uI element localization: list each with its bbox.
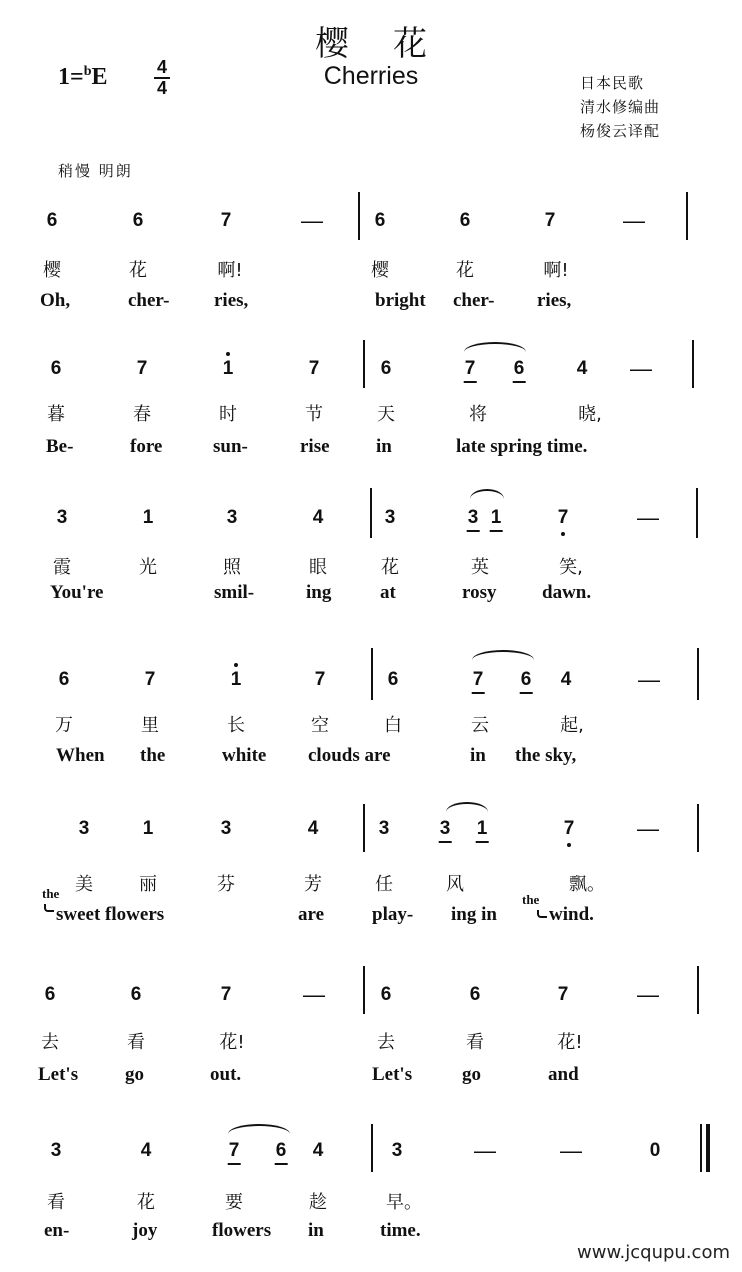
lyric-english: in [376, 436, 392, 457]
bar-line [697, 804, 699, 852]
note: 3 [384, 507, 396, 528]
bar-line [697, 966, 699, 1014]
sustain-dash: — [301, 208, 323, 233]
sustain-dash: — [560, 1138, 582, 1163]
lyric-chinese: 芬 [217, 874, 235, 895]
lyric-english: cher- [453, 290, 495, 311]
lyric-chinese: 眼 [309, 557, 327, 578]
lyric-chinese: 去 [377, 1032, 395, 1053]
note: 6 [469, 984, 481, 1005]
lyric-english: ries, [214, 290, 249, 311]
bar-line [358, 192, 360, 240]
bar-line [686, 192, 688, 240]
tempo-marking: 稍慢 明朗 [58, 162, 133, 180]
lyric-chinese: 里 [141, 715, 159, 736]
credit-arranger: 清水修编曲 [580, 98, 661, 116]
key-prefix: 1= [58, 64, 84, 90]
lyric-english: ing in [451, 904, 497, 925]
lyric-english: Let's [372, 1064, 413, 1085]
note: 1 [476, 818, 489, 843]
lyric-chinese: 樱 [43, 260, 61, 281]
lyric-english: in [470, 745, 486, 766]
lyric-chinese: 芳 [304, 874, 322, 895]
song-title-english: Cherries [323, 62, 419, 90]
sustain-dash: — [638, 667, 660, 692]
note: 3 [226, 507, 238, 528]
lyric-english: flowers [212, 1220, 272, 1241]
time-signature-bottom: 4 [156, 78, 167, 98]
lyric-chinese: 节 [305, 404, 323, 425]
bar-line [371, 1124, 373, 1172]
bar-line [697, 648, 699, 700]
note: 7 [314, 669, 326, 690]
lyric-chinese: 万 [55, 715, 73, 736]
note: 6 [58, 669, 70, 690]
lyric-english: the sky, [515, 745, 577, 766]
note: 1 [142, 818, 154, 839]
note: 6 [387, 669, 399, 690]
lyric-chinese: 风 [446, 874, 464, 895]
lyric-chinese: 花! [219, 1032, 245, 1053]
note: 3 [220, 818, 232, 839]
note: 3 [467, 507, 480, 532]
note: 7 [220, 210, 232, 231]
lyric-chinese: 霞 [53, 557, 71, 578]
note: 1 [490, 507, 503, 532]
sustain-dash: — [630, 356, 652, 381]
lyric-english: Oh, [40, 290, 71, 311]
octave-dot-below [561, 532, 565, 536]
note: 6 [520, 669, 533, 694]
lyric-english: joy [132, 1220, 158, 1241]
lyric-english: time. [380, 1220, 421, 1241]
lyric-insert-mark [44, 904, 54, 912]
note: 7 [557, 507, 569, 528]
bar-line [363, 966, 365, 1014]
sustain-dash: — [637, 505, 659, 530]
lyric-english: go [125, 1064, 144, 1085]
lyric-chinese: 趁 [309, 1192, 327, 1213]
sustain-dash: — [474, 1138, 496, 1163]
credit-origin: 日本民歌 [580, 74, 645, 92]
note: 6 [374, 210, 386, 231]
lyric-english: dawn. [542, 582, 592, 603]
lyric-english: ries, [537, 290, 572, 311]
lyric-chinese: 花 [137, 1192, 155, 1213]
lyric-english: You're [50, 582, 104, 603]
lyric-english: wind. [549, 904, 594, 925]
lyric-english: ing [306, 582, 332, 603]
note: 7 [557, 984, 569, 1005]
lyric-chinese: 看 [47, 1192, 65, 1213]
bar-line [692, 340, 694, 388]
lyric-english: rosy [462, 582, 497, 603]
lyric-english: are [298, 904, 325, 925]
lyric-chinese: 笑, [559, 557, 583, 578]
sustain-dash: — [303, 982, 325, 1007]
bar-line [363, 804, 365, 852]
lyric-chinese: 将 [469, 404, 487, 425]
lyric-english: clouds are [308, 745, 391, 766]
note: 3 [56, 507, 68, 528]
note: 6 [459, 210, 471, 231]
credit-translator: 杨俊云译配 [580, 122, 661, 140]
lyric-english: white [222, 745, 267, 766]
note: 3 [439, 818, 452, 843]
lyric-chinese: 花 [381, 557, 399, 578]
note: 1 [230, 669, 242, 690]
note: 4 [312, 1140, 324, 1161]
note: 7 [136, 358, 148, 379]
lyric-english: sweet flowers [56, 904, 165, 925]
lyric-chinese: 晓, [578, 404, 602, 425]
note: 3 [378, 818, 390, 839]
lyric-chinese: 长 [227, 715, 245, 736]
lyric-english: cher- [128, 290, 170, 311]
lyric-chinese: 光 [139, 557, 157, 578]
lyric-english: in [308, 1220, 324, 1241]
lyric-english: go [462, 1064, 481, 1085]
octave-dot-below [567, 843, 571, 847]
lyric-english: fore [130, 436, 163, 457]
lyric-insert-mark [537, 910, 547, 918]
note: 6 [275, 1140, 288, 1165]
lyric-small-word: the [522, 892, 540, 907]
slur [472, 650, 534, 660]
bar-line [700, 1124, 702, 1172]
lyric-english: Let's [38, 1064, 79, 1085]
lyric-chinese: 天 [377, 404, 395, 425]
final-bar-line [706, 1124, 710, 1172]
note: 6 [513, 358, 526, 383]
sustain-dash: — [623, 208, 645, 233]
note: 4 [576, 358, 588, 379]
lyric-english: bright [375, 290, 426, 311]
note: 6 [380, 358, 392, 379]
note: 3 [50, 1140, 62, 1161]
lyric-chinese: 飘。 [569, 874, 605, 895]
lyric-chinese: 空 [311, 715, 329, 736]
note: 7 [228, 1140, 241, 1165]
note: 4 [312, 507, 324, 528]
note: 6 [46, 210, 58, 231]
lyric-english: play- [372, 904, 414, 925]
lyric-english: and [548, 1064, 579, 1085]
slur [228, 1124, 290, 1134]
lyric-chinese: 看 [127, 1032, 145, 1053]
note: 4 [307, 818, 319, 839]
time-signature-top: 4 [156, 57, 167, 77]
note: 7 [144, 669, 156, 690]
lyric-english: smil- [214, 582, 255, 603]
lyric-chinese: 美 [75, 874, 93, 895]
lyric-english: late spring time. [456, 436, 588, 457]
lyric-chinese: 春 [133, 404, 151, 425]
bar-line [696, 488, 698, 538]
lyric-english: Be- [46, 436, 74, 457]
note: 6 [50, 358, 62, 379]
song-title-chinese: 樱花 [315, 24, 471, 64]
lyric-chinese: 时 [219, 404, 237, 425]
lyric-english: the [140, 745, 166, 766]
lyric-chinese: 早。 [386, 1192, 422, 1213]
lyric-chinese: 啊! [543, 260, 569, 281]
lyric-chinese: 啊! [217, 260, 243, 281]
note: 1 [142, 507, 154, 528]
note: 7 [472, 669, 485, 694]
octave-dot-above [234, 663, 238, 667]
note: 0 [649, 1140, 661, 1161]
lyric-english: sun- [213, 436, 248, 457]
key-note: E [91, 64, 108, 90]
lyric-english: When [56, 745, 105, 766]
lyric-chinese: 要 [225, 1192, 243, 1213]
note: 7 [308, 358, 320, 379]
note: 6 [132, 210, 144, 231]
lyric-english: en- [44, 1220, 70, 1241]
lyric-chinese: 樱 [371, 260, 389, 281]
note: 6 [380, 984, 392, 1005]
lyric-small-word: the [42, 886, 60, 901]
note: 7 [464, 358, 477, 383]
bar-line [370, 488, 372, 538]
note: 3 [78, 818, 90, 839]
lyric-english: at [380, 582, 396, 603]
lyric-chinese: 花 [456, 260, 474, 281]
note: 7 [544, 210, 556, 231]
lyric-chinese: 英 [471, 557, 489, 578]
note: 1 [222, 358, 234, 379]
sustain-dash: — [637, 982, 659, 1007]
bar-line [371, 648, 373, 700]
slur [470, 489, 504, 499]
key-flat: b [83, 64, 92, 79]
lyric-chinese: 照 [223, 557, 241, 578]
note: 3 [391, 1140, 403, 1161]
note: 7 [220, 984, 232, 1005]
bar-line [363, 340, 365, 388]
lyric-chinese: 云 [471, 715, 489, 736]
note: 7 [563, 818, 575, 839]
watermark: www.jcqupu.com [577, 1242, 730, 1263]
note: 6 [44, 984, 56, 1005]
lyric-chinese: 看 [466, 1032, 484, 1053]
lyric-english: rise [300, 436, 330, 457]
note: 6 [130, 984, 142, 1005]
note: 4 [140, 1140, 152, 1161]
lyric-chinese: 去 [41, 1032, 59, 1053]
sustain-dash: — [637, 816, 659, 841]
lyric-chinese: 暮 [47, 404, 65, 425]
lyric-chinese: 任 [375, 874, 393, 895]
lyric-chinese: 丽 [139, 874, 157, 895]
lyric-chinese: 花 [129, 260, 147, 281]
lyric-chinese: 花! [557, 1032, 583, 1053]
lyric-english: out. [210, 1064, 242, 1085]
lyric-chinese: 起, [560, 715, 584, 736]
slur [464, 342, 526, 352]
slur [446, 802, 488, 812]
lyric-chinese: 白 [384, 715, 402, 736]
note: 4 [560, 669, 572, 690]
octave-dot-above [226, 352, 230, 356]
